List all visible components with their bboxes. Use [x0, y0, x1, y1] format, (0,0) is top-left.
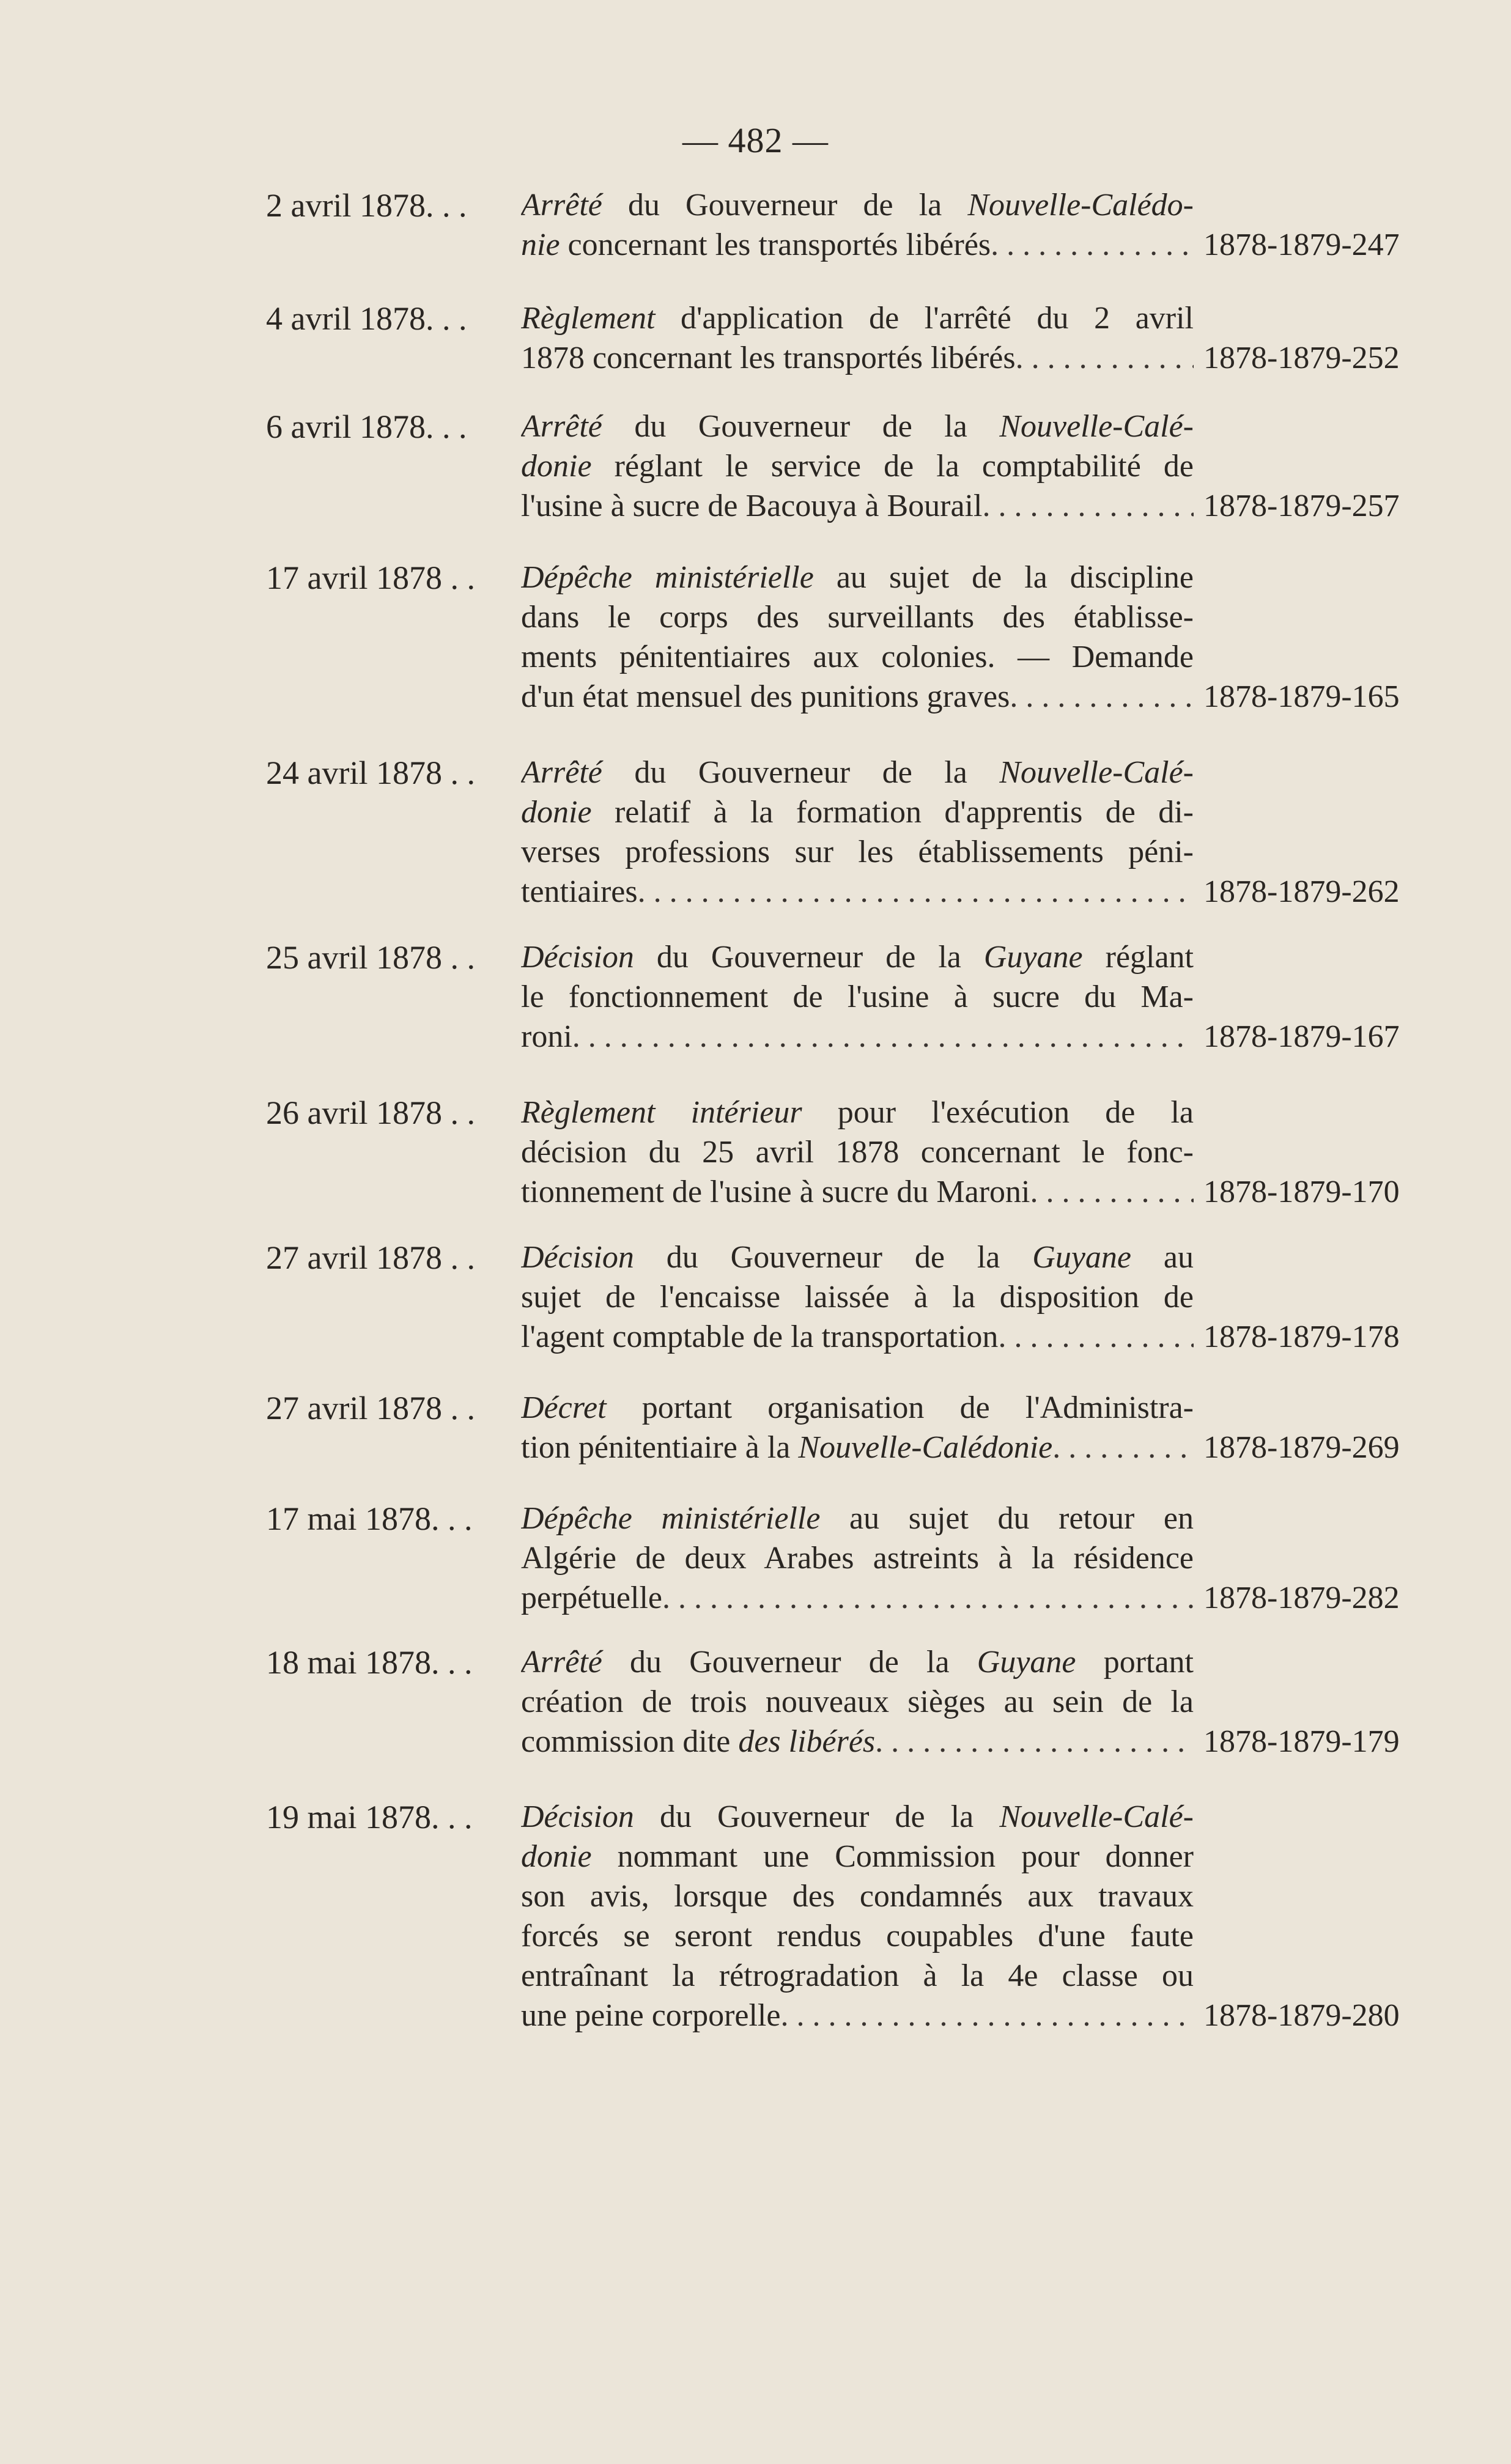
entry-date: 17 mai 1878. . .: [266, 1500, 473, 1537]
entry-reference: 1878-1879-282: [1203, 1581, 1400, 1615]
entry-text: Arrêté du Gouverneur de la Guyane portant création de trois nouveaux sièges au sein de la commission dite des libérés . . .: [521, 1642, 1194, 1761]
entry-reference: 1878-1879-252: [1203, 341, 1400, 375]
entry-date: 2 avril 1878. . .: [266, 187, 467, 224]
entry-kind: Décision: [521, 1240, 634, 1275]
entry-text: Décision du Gouverneur de la Guyane au sujet de l'encaisse laissée à la disposition de l'agent comptable de la transportation . . .: [521, 1238, 1194, 1357]
entry-reference: 1878-1879-178: [1203, 1319, 1400, 1354]
entry-date: 27 avril 1878 . .: [266, 1239, 475, 1276]
entry-reference: 1878-1879-269: [1203, 1430, 1400, 1465]
entry-text: Décret portant organisation de l'Administra- tion pénitentiaire à la Nouvelle-Calédonie . . .: [521, 1388, 1194, 1467]
entry-text: Dépêche ministérielle au sujet du retour en Algérie de deux Arabes astreints à la résidence perpétuelle . . .: [521, 1499, 1194, 1618]
entry-kind: Arrêté: [521, 755, 602, 790]
entry-kind: Arrêté: [521, 409, 602, 444]
entry-kind: Décret: [521, 1390, 607, 1425]
entry-date: 4 avril 1878. . .: [266, 300, 467, 337]
entry-reference: 1878-1879-262: [1203, 874, 1400, 909]
entry-text: Dépêche ministérielle au sujet de la discipline dans le corps des surveillants des établisse- ments pénitentiaires aux colonies. — Demande d'un état mensuel des punitions graves . . .: [521, 558, 1194, 717]
entry-kind: Décision: [521, 1799, 634, 1834]
entry-text: Décision du Gouverneur de la Nouvelle-Calé- donie nommant une Commission pour donner son avis, lorsque des condamnés aux travaux forcés se seront rendus coupables d'une faute entraînant la rétrogradation à la 4e classe ou une peine corporelle . . .: [521, 1797, 1194, 2035]
entry-text: Décision du Gouverneur de la Guyane réglant le fonctionnement de l'usine à sucre du Ma- roni . . .: [521, 937, 1194, 1057]
entry-text: Règlement intérieur pour l'exécution de la décision du 25 avril 1878 concernant le fonc- tionnement de l'usine à sucre du Maroni . . .: [521, 1093, 1194, 1212]
entry-date: 25 avril 1878 . .: [266, 939, 475, 976]
entry-text: Arrêté du Gouverneur de la Nouvelle-Calédo- nie concernant les transportés libérés . . .: [521, 185, 1194, 265]
entry-date: 19 mai 1878. . .: [266, 1799, 473, 1835]
entry-kind: Règlement: [521, 301, 656, 336]
entry-kind: Règlement intérieur: [521, 1095, 802, 1130]
entry-reference: 1878-1879-280: [1203, 1998, 1400, 2033]
entry-reference: 1878-1879-167: [1203, 1019, 1400, 1054]
entry-date: 18 mai 1878. . .: [266, 1644, 473, 1681]
entry-kind: Arrêté: [521, 1645, 602, 1680]
entry-text: Arrêté du Gouverneur de la Nouvelle-Calé- donie relatif à la formation d'apprentis de di- verses professions sur les établissements péni- tentiaires . . .: [521, 753, 1194, 912]
entry-reference: 1878-1879-179: [1203, 1724, 1400, 1759]
entry-reference: 1878-1879-247: [1203, 227, 1400, 262]
entry-kind: Dépêche ministérielle: [521, 560, 814, 595]
entry-reference: 1878-1879-257: [1203, 489, 1400, 523]
entry-date: 27 avril 1878 . .: [266, 1390, 475, 1426]
entry-date: 17 avril 1878 . .: [266, 559, 475, 596]
entry-text: Arrêté du Gouverneur de la Nouvelle-Calé- donie réglant le service de la comptabilité de l'usine à sucre de Bacouya à Bourail . . .: [521, 407, 1194, 526]
entry-date: 6 avril 1878. . .: [266, 408, 467, 445]
entry-kind: Décision: [521, 940, 634, 975]
entry-kind: Arrêté: [521, 188, 602, 223]
entry-text: Règlement d'application de l'arrêté du 2 avril 1878 concernant les transportés libérés . . .: [521, 298, 1194, 378]
page-number: — 482 —: [682, 120, 829, 160]
entry-date: 26 avril 1878 . .: [266, 1094, 475, 1131]
entry-date: 24 avril 1878 . .: [266, 754, 475, 791]
entry-reference: 1878-1879-170: [1203, 1175, 1400, 1209]
entry-reference: 1878-1879-165: [1203, 679, 1400, 714]
entry-kind: Dépêche ministérielle: [521, 1501, 821, 1536]
